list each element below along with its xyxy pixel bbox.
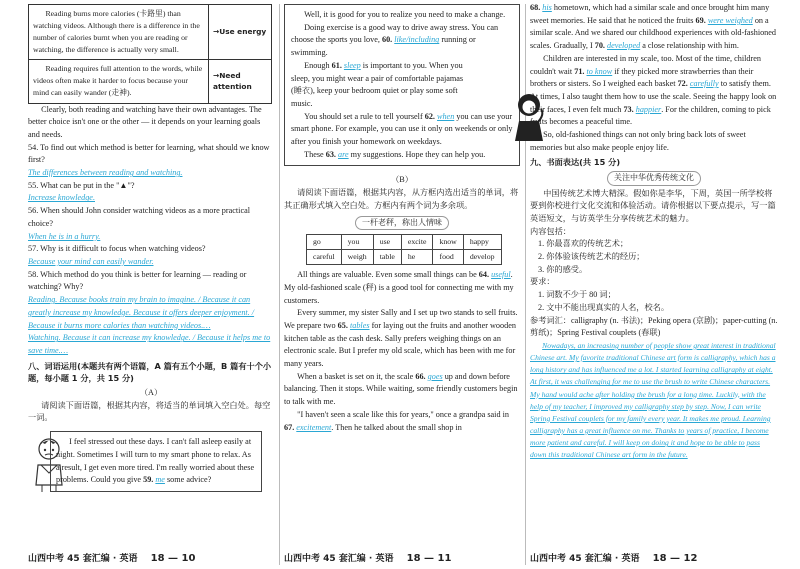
p2-text: Doing exercise is a good way to drive away stress. You can choose the sports you love, — [291, 22, 499, 45]
footer-middle — [284, 551, 520, 565]
column-divider-2 — [525, 4, 526, 565]
requirement-2: 2. 文中不能出现真实的人名，校名。 — [538, 302, 670, 312]
page-number-11: 18 — 11 — [406, 553, 452, 564]
page-number-10: 18 — 10 — [150, 553, 196, 564]
content-label: 内容包括： — [530, 226, 571, 236]
answer-71: to know — [586, 66, 613, 76]
answer-67: excitement — [296, 422, 332, 432]
q55-text-a: 55. What can be put in the " — [28, 180, 120, 190]
footer-left — [28, 551, 274, 565]
answer-62: when — [437, 111, 455, 121]
q55-text-b: "? — [127, 180, 135, 190]
word-cell: he — [401, 250, 433, 265]
p8-text: When a basket is set on it, the scale — [297, 371, 414, 381]
column-divider-1 — [279, 4, 280, 565]
answer-70: developed — [607, 41, 641, 51]
question-57: 57. Why is it difficult to focus when watching videos? — [28, 244, 206, 254]
letter-body: I feel stressed out these days. I can't fall asleep easily at night. Sometimes I will turn to my smart phone to relax. As a result, I get even more tired. I'm really worried about these problems. Could you give — [56, 437, 255, 485]
advice-p5 — [291, 149, 513, 162]
story-p2 — [284, 307, 520, 371]
question-56: 56. When should John consider watching videos as a more practical choice? — [28, 206, 250, 228]
blank-67-number: 67. — [284, 422, 295, 432]
answer-57: Because your mind can easily wander. — [28, 256, 154, 266]
blank-61-number: 61. — [331, 60, 342, 70]
blank-69-number: 69. — [695, 15, 706, 25]
word-cell: know — [433, 234, 463, 249]
story-p6 — [530, 53, 778, 129]
story-title-banner: 一杆老秤，称出人情味 — [355, 216, 449, 230]
p11-end: . For the children, coming to pick fruits becomes a peaceful time. — [530, 104, 771, 127]
answer-65: tables — [349, 320, 370, 330]
model-essay: Nowadays, an increasing number of people show great interest in traditional Chinese art. My favorite traditional Chinese art form is calligraphy, which has a long history and has influenced me a lot. I started learning calligraphy at eight. At first, it was challenging for me to use the brush to write Chinese characters. My hand would ache after holding the brush for a long time. Luckily, with the help of my teacher, I improved my calligraphy step by step. Now, I can write Spring Festival couplets for my family every year. It makes me proud. Learning calligraphy has a great influence on me. Thanks to years of practice, I become more patient and careful. I will keep on doing it and hope to be able to pass down this traditional Chinese art form in the future. — [530, 340, 776, 460]
word-cell: excite — [401, 234, 433, 249]
part-a-label: （A） — [139, 388, 163, 398]
passage-block — [28, 431, 274, 492]
word-cell: develop — [463, 250, 501, 265]
question-55 — [28, 180, 274, 193]
answer-54: The differences between reading and watching. — [28, 168, 183, 178]
story-p5 — [530, 2, 778, 53]
word-cell: food — [433, 250, 463, 265]
word-cell: use — [373, 234, 401, 249]
essay-topic — [530, 171, 778, 185]
blank-59-number: 59. — [143, 475, 154, 485]
footer-right — [530, 551, 778, 565]
question-58: 58. Which method do you think is better for learning — reading or watching? Why? — [28, 269, 247, 292]
table-cell-text: Reading burns more calories (卡路里) than watching videos. Although there is a difference in the number of calories burnt when you are reading or watching, the difference is actually very small. — [29, 5, 209, 60]
content-point-2: 2. 你体验该传统艺术的经历； — [538, 252, 645, 262]
story-p4 — [284, 409, 520, 434]
answer-61: sleep — [343, 60, 361, 70]
blank-64-number: 64. — [478, 270, 490, 280]
p10-end: a close relationship with him. — [642, 41, 739, 51]
closing-paragraph: Clearly, both reading and watching have their own advantages. The better choice isn't one or the other — it depends on your learning goals and needs. — [28, 104, 262, 139]
p6-text: All things are valuable. Even some small things can be — [297, 270, 477, 280]
page-number-12: 18 — 12 — [652, 553, 698, 564]
answer-66: goes — [427, 371, 443, 381]
table-row — [29, 60, 272, 103]
answer-55: Increase knowledge. — [28, 193, 95, 203]
answer-69: were weighed — [707, 15, 753, 25]
blank-73-number: 73. — [623, 104, 634, 114]
word-cell: table — [373, 250, 401, 265]
word-cell: happy — [463, 234, 501, 249]
advice-frame — [284, 4, 520, 166]
section-9-heading: 九、书面表达(共 15 分) — [530, 157, 621, 168]
advice-p2 — [291, 22, 513, 60]
p2-end: running or swimming. — [291, 35, 476, 58]
blank-63-number: 63. — [325, 149, 336, 159]
answer-72: carefully — [689, 79, 719, 89]
p9-end: . Then he talked about the small shop in — [331, 422, 462, 432]
word-cell: weigh — [341, 250, 373, 265]
blank-70-number: 70. — [594, 41, 605, 51]
p4-end: you can use your smart phone. For example, you can use it only on weekends or only after you finish your homework on weekdays. — [291, 111, 513, 147]
blank-62-number: 62. — [424, 111, 435, 121]
part-a-instruction: 请阅读下面语篇，根据其内容，将适当的单词填入空白处。每空一词。 — [28, 400, 271, 423]
blank-66-number: 66. — [415, 371, 426, 381]
word-bank — [306, 234, 502, 265]
word-bank-row — [307, 234, 502, 249]
p4-text: You should set a rule to tell yourself — [304, 111, 423, 121]
story-p3 — [284, 371, 520, 409]
blank-60-number: 60. — [381, 35, 393, 45]
blank-71-number: 71. — [574, 66, 585, 76]
answer-63: are — [338, 149, 349, 159]
p10-text: hometown, which had a similar scale and once brought him many sweet memories. He said that he noticed the fruits — [530, 3, 770, 25]
letter-end: some advice? — [166, 475, 212, 485]
part-b-label: （B） — [391, 175, 413, 185]
answer-58a: Reading. Because books train my brain to imagine. / Because it can greatly increase my knowledge. Because it offers deeper enjoyment. / Because it burns more calories than watching videos.… — [28, 295, 255, 330]
story-p7: So, old-fashioned things can not only bring back lots of sweet memories but also make people enjoy life. — [530, 130, 746, 152]
column-left — [28, 0, 274, 569]
p6-end: . My old-fashioned scale (秤) is a good tool for connecting me with my customers. — [284, 270, 514, 305]
word-bank-row — [307, 250, 502, 265]
word-cell: go — [307, 234, 342, 249]
blank-65-number: 65. — [337, 320, 348, 330]
answer-64: useful — [491, 270, 511, 280]
p8-end: up and down before balancing. Then it stops. While waiting, some friendly customers begin to talk with me. — [284, 371, 518, 407]
part-b-instruction: 请阅读下面语篇，根据其内容，从方框内选出适当的单词，将其正确形式填入空白处。方框内有两个词为多余项。 — [284, 188, 519, 210]
p10-mid: on a similar scale. And we shared our childhood experiences with old-fashioned scales. Gradually, I — [530, 15, 777, 51]
answer-68: his — [542, 3, 552, 12]
answer-56: When he is in a hurry. — [28, 231, 101, 241]
advice-p3 — [291, 60, 513, 111]
p9-text: "I haven't seen a scale like this for years," once a grandpa said in — [297, 409, 509, 419]
p3-text: Enough — [304, 60, 330, 70]
p7-end: for laying out the fruits and another wooden kitchen table as the cash desk. Sally prefers weighing things on an electronic scale. But I prefer my old scale, which has been with me for many years. — [284, 320, 516, 369]
word-cell: you — [341, 234, 373, 249]
p5-text: These — [304, 149, 324, 159]
table-cell-tag: →Use energy — [209, 5, 272, 60]
footer-series: 山西中考 45 套汇编 · 英语 — [530, 554, 640, 564]
advice-p1: Well, it is good for you to realize you need to make a change. — [304, 10, 506, 19]
footer-series: 山西中考 45 套汇编 · 英语 — [28, 554, 138, 564]
essay-prompt: 中国传统艺术博大精深。假如你是李华，下周，英国一所学校将要到你校进行文化交流和体验活动。请你根据以下要点提示，写一篇英语短文，与访英学生分享传统艺术的魅力。 — [530, 188, 776, 223]
requirements-label: 要求： — [530, 277, 555, 287]
p3-end: is important to you. When you sleep, you might wear a pair of comfortable pajamas (睡衣), keep your bedroom quiet or play some soft music. — [291, 60, 464, 108]
p7-text: Every summer, my sister Sally and I set up two stands to sell fruits. We prepare two — [284, 308, 518, 330]
requirement-1: 1. 词数不少于 80 词； — [538, 290, 616, 300]
footer-series: 山西中考 45 套汇编 · 英语 — [284, 554, 394, 564]
answer-60: like/including — [394, 35, 440, 45]
p11-mid: if they picked more strawberries than their brothers or sisters. So I weighed each basket — [530, 66, 754, 89]
blank-68-number: 68. — [530, 3, 541, 12]
word-cell: careful — [307, 250, 342, 265]
story-p1 — [284, 269, 520, 307]
table-cell-tag: →Need attention — [209, 60, 272, 103]
p5-end: my suggestions. Hope they can help you. — [350, 149, 486, 159]
question-54: 54. To find out which method is better for learning, what should we know first? — [28, 142, 270, 165]
section-8-heading: 八、词语运用(本题共有两个语篇，A 篇有五个小题，B 篇有十个小题，每小题 1 分，共 15 分) — [28, 360, 272, 384]
vocab-reference: 参考词汇：calligraphy (n. 书法)；Peking opera (京剧)；paper-cutting (n. 剪纸)；Spring Festival couplets (春联) — [530, 315, 778, 338]
p11-mid2: to satisfy them. At times, I also taught them how to use the scale. Seeing the happy look on their faces, I even felt much — [530, 79, 777, 114]
letter-text — [56, 436, 256, 487]
answer-58b: Watching. Because it can increase my knowledge. / Because it helps me to save time.… — [28, 333, 271, 355]
column-right — [530, 0, 778, 569]
comparison-table — [28, 4, 272, 104]
answer-73: happier — [635, 104, 662, 114]
column-middle — [284, 0, 520, 569]
blank-72-number: 72. — [677, 79, 688, 89]
content-point-1: 1. 你最喜欢的传统艺术； — [538, 239, 629, 249]
advice-p4 — [291, 111, 513, 149]
story-title — [284, 216, 520, 230]
table-cell-text: Reading requires full attention to the words, while videos often make it harder to focus because your mind can easily wander (走神). — [29, 60, 209, 103]
essay-topic-banner: 关注中华优秀传统文化 — [607, 171, 701, 185]
table-row — [29, 5, 272, 60]
p11-text: Children are interested in my scale, too. Most of the time, children couldn't wait — [530, 53, 761, 76]
content-point-3: 3. 你的感受。 — [538, 264, 588, 274]
letter-frame — [50, 431, 262, 492]
triangle-icon: ▲ — [119, 180, 128, 190]
answer-59: me — [155, 475, 165, 485]
